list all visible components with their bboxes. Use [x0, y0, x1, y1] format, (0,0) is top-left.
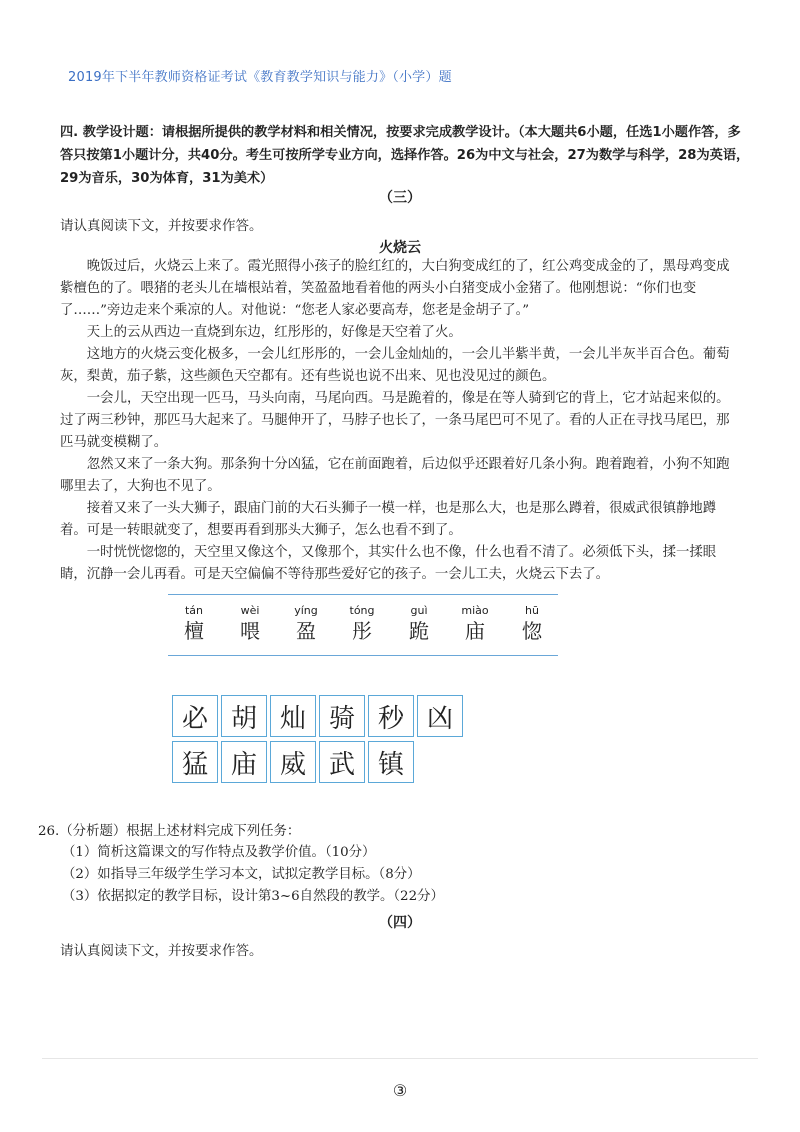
article-paragraph: 这地方的火烧云变化极多，一会儿红彤彤的，一会儿金灿灿的，一会儿半紫半黄，一会儿半灰半百合色。葡萄灰，梨黄，茄子紫，这些颜色天空都有。还有些说也说不出来、见也没见过的颜色。 [60, 347, 730, 384]
writing-character: 猛 [172, 741, 218, 783]
article-paragraph: 晚饭过后，火烧云上来了。霞光照得小孩子的脸红红的，大白狗变成红的了，红公鸡变成金的了，黑母鸡变成紫檀色的了。喂猪的老头儿在墙根站着，笑盈盈地看着他的两头小白猪变成小金猪了。他刚想说：“你们也变了……”旁边走来个乘凉的人。对他说：“您老人家必要高寿，您老是金胡子了。” [60, 259, 730, 318]
pinyin-vocabulary-box [168, 594, 558, 656]
writing-character: 武 [319, 741, 365, 783]
question-title: 26.（分析题）根据上述材料完成下列任务： [38, 824, 301, 839]
footer-divider [42, 1058, 758, 1059]
task-item: （1）简析这篇课文的写作特点及教学价值。（10分） [62, 845, 376, 860]
vocab-character: 庙 [465, 619, 485, 643]
pinyin-text: wèi [240, 604, 260, 617]
pinyin-text: miào [461, 604, 489, 617]
vocab-character: 彤 [352, 619, 372, 643]
pinyin-text: hū [525, 604, 539, 617]
writing-character: 必 [172, 695, 218, 737]
pinyin-text: guì [410, 604, 428, 617]
vocab-character: 惚 [522, 619, 542, 643]
article-title: 火烧云 [379, 240, 421, 256]
vocab-character: 跪 [409, 619, 429, 643]
pinyin-word [339, 604, 385, 644]
article-paragraph: 天上的云从西边一直烧到东边，红彤彤的，好像是天空着了火。 [86, 325, 462, 340]
pinyin-text: yíng [294, 604, 318, 617]
pinyin-text: tóng [349, 604, 375, 617]
pinyin-word [509, 604, 555, 644]
task-item: （3）依据拟定的教学目标，设计第3~6自然段的教学。（22分） [62, 889, 444, 904]
pinyin-word [227, 604, 273, 644]
pinyin-word [396, 604, 442, 644]
pinyin-word [452, 604, 498, 644]
article-body [60, 256, 740, 586]
pinyin-text: tán [184, 604, 204, 617]
document-header: 2019年下半年教师资格证考试《教育教学知识与能力》（小学）题 [68, 70, 452, 85]
pinyin-word [171, 604, 217, 644]
article-paragraph: 接着又来了一头大狮子，跟庙门前的大石头狮子一模一样，也是那么大，也是那么蹲着，很威武很镇静地蹲着。可是一转眼就变了，想要再看到那头大狮子，怎么也看不到了。 [60, 501, 717, 538]
task-list [62, 842, 444, 908]
reading-instruction: 请认真阅读下文，并按要求作答。 [60, 943, 263, 959]
vocab-character: 檀 [184, 619, 204, 643]
task-item: （2）如指导三年级学生学习本文，试拟定教学目标。（8分） [62, 867, 421, 882]
article-paragraph: 忽然又来了一条大狗。那条狗十分凶猛，它在前面跑着，后边似乎还跟着好几条小狗。跑着跑着，小狗不知跑哪里去了，大狗也不见了。 [60, 457, 730, 494]
page-number: ③ [392, 1081, 408, 1100]
part-four-heading: （四） [379, 915, 421, 931]
writing-character-grid [172, 695, 466, 783]
character-row [172, 695, 466, 737]
writing-character: 凶 [417, 695, 463, 737]
pinyin-word [283, 604, 329, 644]
writing-character: 骑 [319, 695, 365, 737]
vocab-character: 喂 [240, 619, 260, 643]
vocab-character: 盈 [296, 619, 316, 643]
writing-character: 灿 [270, 695, 316, 737]
section-instructions: 四. 教学设计题：请根据所提供的教学材料和相关情况，按要求完成教学设计。（本大题共6小题，任选1小题作答，多答只按第1小题计分，共40分。考生可按所学专业方向，选择作答。26为中文与社会，27为数学与科学，28为英语，29为音乐，30为体育，31为美术） [60, 125, 750, 186]
part-three-heading: （三） [379, 190, 421, 206]
reading-instruction: 请认真阅读下文，并按要求作答。 [60, 218, 263, 234]
writing-character: 庙 [221, 741, 267, 783]
writing-character: 镇 [368, 741, 414, 783]
character-row [172, 741, 466, 783]
article-paragraph: 一会儿，天空出现一匹马，马头向南，马尾向西。马是跪着的，像是在等人骑到它的背上，它才站起来似的。过了两三秒钟，那匹马大起来了。马腿伸开了，马脖子也长了，一条马尾巴可不见了。看的人正在寻找马尾巴，那匹马就变模糊了。 [60, 391, 730, 450]
writing-character: 胡 [221, 695, 267, 737]
writing-character: 秒 [368, 695, 414, 737]
writing-character: 威 [270, 741, 316, 783]
article-paragraph: 一时恍恍惚惚的，天空里又像这个，又像那个，其实什么也不像，什么也看不清了。必须低下头，揉一揉眼睛，沉静一会儿再看。可是天空偏偏不等待那些爱好它的孩子。一会儿工夫，火烧云下去了。 [60, 545, 717, 582]
